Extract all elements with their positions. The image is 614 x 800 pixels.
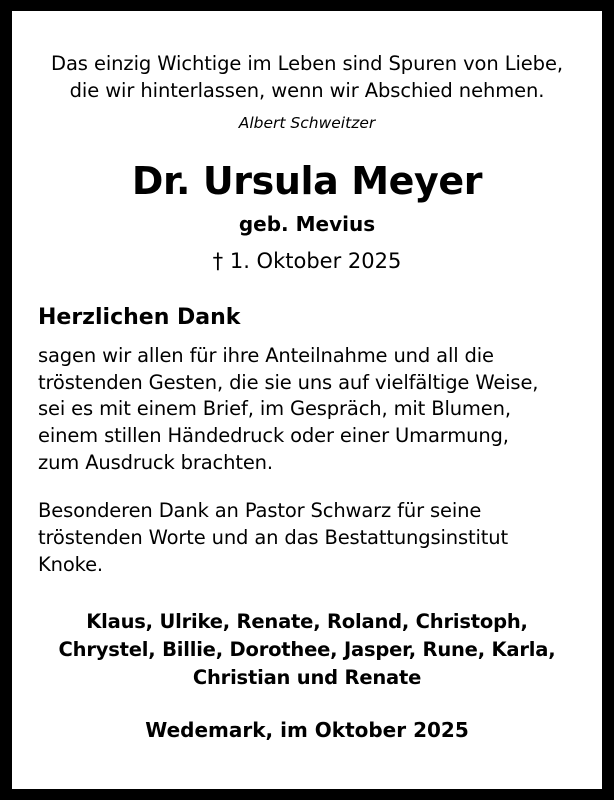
thanks-paragraph-1 xyxy=(38,343,576,477)
place-and-date: Wedemark, im Oktober 2025 xyxy=(145,717,469,742)
body-line: Besonderen Dank an Pastor Schwarz für seine xyxy=(38,499,482,523)
quote-line: Das einzig Wichtige im Leben sind Spuren von Liebe, xyxy=(51,52,563,75)
body-line: tröstenden Gesten, die sie uns auf vielfältige Weise, xyxy=(38,370,539,394)
body-line: sei es mit einem Brief, im Gespräch, mit Blumen, xyxy=(38,397,511,421)
deceased-name: Dr. Ursula Meyer xyxy=(131,158,483,203)
obituary-card xyxy=(12,11,602,789)
quote-block xyxy=(38,51,576,105)
thanks-paragraph-2 xyxy=(38,498,576,578)
signer-line: Klaus, Ulrike, Renate, Roland, Christoph, xyxy=(86,610,528,634)
body-line: zum Ausdruck brachten. xyxy=(38,450,273,474)
thanks-heading: Herzlichen Dank xyxy=(38,304,241,330)
body-line: einem stillen Händedruck oder einer Umarmung, xyxy=(38,423,509,447)
maiden-name: geb. Mevius xyxy=(238,211,376,236)
body-line: sagen wir allen für ihre Anteilnahme und all die xyxy=(38,343,494,367)
signer-line: Christian und Renate xyxy=(192,665,422,689)
body-line: tröstenden Worte und an das Bestattungsinstitut xyxy=(38,526,508,550)
quote-author: Albert Schweitzer xyxy=(238,113,376,132)
signer-line: Chrystel, Billie, Dorothee, Jasper, Rune, Karla, xyxy=(58,638,556,662)
body-line: Knoke. xyxy=(38,552,103,576)
quote-line: die wir hinterlassen, wenn wir Abschied nehmen. xyxy=(69,78,545,102)
death-date: † 1. Oktober 2025 xyxy=(212,248,402,273)
signers-block xyxy=(38,608,576,691)
